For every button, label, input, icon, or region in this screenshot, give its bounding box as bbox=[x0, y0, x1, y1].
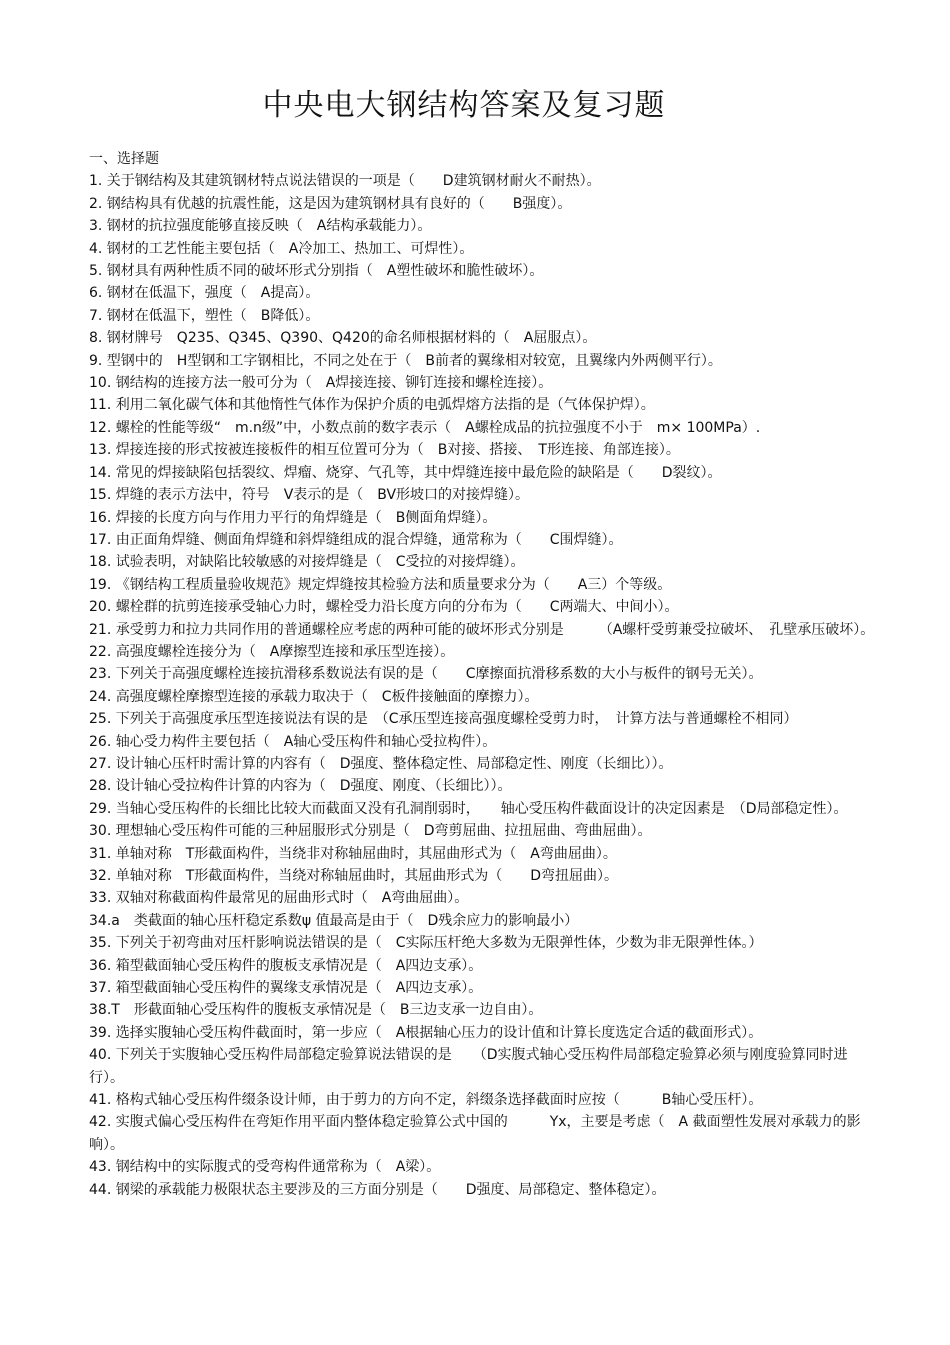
question-item: 28. 设计轴心受拉构件计算的内容为（ D强度、刚度、（长细比））。 bbox=[89, 778, 512, 795]
question-item: 31. 单轴对称 T形截面构件，当绕非对称轴屈曲时，其屈曲形式为（ A弯曲屈曲）。 bbox=[89, 845, 617, 862]
question-item: 14. 常见的焊接缺陷包括裂纹、焊瘤、烧穿、气孔等，其中焊缝连接中最危险的缺陷是（ D裂纹）。 bbox=[89, 464, 722, 481]
question-item: 23. 下列关于高强度螺栓连接抗滑移系数说法有误的是（ C摩擦面抗滑移系数的大小与板件的钢号无关）。 bbox=[89, 666, 763, 683]
question-item: 37. 箱型截面轴心受压构件的翼缘支承情况是（ A四边支承）。 bbox=[89, 980, 483, 997]
question-item: 22. 高强度螺栓连接分为（ A摩擦型连接和承压型连接）。 bbox=[89, 643, 455, 660]
question-item: 1. 关于钢结构及其建筑钢材特点说法错误的一项是（ D建筑钢材耐火不耐热）。 bbox=[89, 173, 601, 190]
question-item: 9. 型钢中的 H型钢和工字钢相比，不同之处在于（ B前者的翼缘相对较宽，且翼缘内外两侧平行）。 bbox=[89, 352, 722, 369]
question-item: 19. 《钢结构工程质量验收规范》规定焊缝按其检验方法和质量要求分为（ A三）个等级。 bbox=[89, 576, 672, 593]
question-item: 35. 下列关于初弯曲对压杆影响说法错误的是（ C实际压杆绝大多数为无限弹性体，少数为非无限弹性体。） bbox=[89, 935, 763, 952]
question-item: 18. 试验表明，对缺陷比较敏感的对接焊缝是（ C受拉的对接焊缝）。 bbox=[89, 554, 525, 571]
question-item: 15. 焊缝的表示方法中，符号 V表示的是（ BV形坡口的对接焊缝）。 bbox=[89, 487, 530, 504]
question-item: 33. 双轴对称截面构件最常见的屈曲形式时（ A弯曲屈曲）。 bbox=[89, 890, 469, 907]
question-item: 16. 焊接的长度方向与作用力平行的角焊缝是（ B侧面角焊缝）。 bbox=[89, 509, 497, 526]
question-item: 29. 当轴心受压构件的长细比比较大而截面又没有孔洞削弱时， 轴心受压构件截面设计的决定因素是 （D局部稳定性）。 bbox=[89, 800, 848, 817]
question-item: 12. 螺栓的性能等级“ m.n级”中，小数点前的数字表示（ A螺栓成品的抗拉强度不小于 m× 100MPa）. bbox=[89, 419, 761, 436]
document-title: 中央电大钢结构答案及复习题 bbox=[262, 88, 666, 123]
question-item: 38.T 形截面轴心受压构件的腹板支承情况是（ B三边支承一边自由）。 bbox=[89, 1002, 543, 1019]
question-item: 27. 设计轴心压杆时需计算的内容有（ D强度、整体稳定性、局部稳定性、刚度（长细比））。 bbox=[89, 755, 673, 772]
question-item: 39. 选择实腹轴心受压构件截面时，第一步应（ A根据轴心压力的设计值和计算长度选定合适的截面形式）。 bbox=[89, 1024, 763, 1041]
question-item: 34.a 类截面的轴心压杆稳定系数ψ 值最高是由于（ D残余应力的影响最小） bbox=[89, 912, 579, 929]
section-heading: 一、选择题 bbox=[89, 151, 159, 167]
question-item: 2. 钢结构具有优越的抗震性能，这是因为建筑钢材具有良好的（ B强度）。 bbox=[89, 195, 572, 212]
question-item: 10. 钢结构的连接方法一般可分为（ A焊接连接、铆钉连接和螺栓连接）。 bbox=[89, 375, 553, 392]
question-item: 24. 高强度螺栓摩擦型连接的承载力取决于（ C板件接触面的摩擦力）。 bbox=[89, 688, 539, 705]
question-item: 42. 实腹式偏心受压构件在弯矩作用平面内整体稳定验算公式中国的 Yx，主要是考虑（ A 截面塑性发展对承载力的影响）。 bbox=[89, 1114, 861, 1153]
question-item: 8. 钢材牌号 Q235、Q345、Q390、Q420的命名师根据材料的（ A屈服点）。 bbox=[89, 330, 597, 347]
question-item: 11. 利用二氧化碳气体和其他惰性气体作为保护介质的电弧焊熔方法指的是（气体保护焊）。 bbox=[89, 397, 655, 414]
question-item: 6. 钢材在低温下，强度（ A提高）。 bbox=[89, 285, 320, 302]
question-item: 36. 箱型截面轴心受压构件的腹板支承情况是（ A四边支承）。 bbox=[89, 957, 483, 974]
question-item: 4. 钢材的工艺性能主要包括（ A冷加工、热加工、可焊性）。 bbox=[89, 240, 474, 257]
question-item: 17. 由正面角焊缝、侧面角焊缝和斜焊缝组成的混合焊缝，通常称为（ C围焊缝）。 bbox=[89, 531, 623, 548]
question-item: 43. 钢结构中的实际腹式的受弯构件通常称为（ A梁）。 bbox=[89, 1159, 441, 1176]
question-item: 5. 钢材具有两种性质不同的破坏形式分别指（ A塑性破坏和脆性破坏）。 bbox=[89, 263, 544, 280]
question-list bbox=[89, 148, 879, 1201]
question-item: 30. 理想轴心受压构件可能的三种屈服形式分别是（ D弯剪屈曲、拉扭屈曲、弯曲屈曲）。 bbox=[89, 823, 652, 840]
question-item: 44. 钢梁的承载能力极限状态主要涉及的三方面分别是（ D强度、局部稳定、整体稳定）。 bbox=[89, 1181, 666, 1198]
question-item: 40. 下列关于实腹轴心受压构件局部稳定验算说法错误的是 （D实腹式轴心受压构件局部稳定验算必须与刚度验算同时进行）。 bbox=[89, 1047, 848, 1086]
question-item: 20. 螺栓群的抗剪连接承受轴心力时，螺栓受力沿长度方向的分布为（ C两端大、中间小）。 bbox=[89, 599, 679, 616]
question-item: 41. 格构式轴心受压构件缀条设计师，由于剪力的方向不定，斜缀条选择截面时应按（ B轴心受压杆）。 bbox=[89, 1092, 763, 1109]
question-item: 32. 单轴对称 T形截面构件，当绕对称轴屈曲时，其屈曲形式为（ D弯扭屈曲）。 bbox=[89, 868, 619, 884]
question-item: 21. 承受剪力和拉力共同作用的普通螺栓应考虑的两种可能的破坏形式分别是 （A螺杆受剪兼受拉破坏、 孔壁承压破坏）。 bbox=[89, 621, 875, 638]
question-item: 7. 钢材在低温下，塑性（ B降低）。 bbox=[89, 307, 320, 324]
question-item: 13. 焊接连接的形式按被连接板件的相互位置可分为（ B对接、搭接、 T形连接、角部连接）。 bbox=[89, 442, 680, 459]
question-item: 3. 钢材的抗拉强度能够直接反映（ A结构承载能力）。 bbox=[89, 218, 432, 235]
question-item: 25. 下列关于高强度承压型连接说法有误的是 （C承压型连接高强度螺栓受剪力时， 计算方法与普通螺栓不相同） bbox=[89, 711, 798, 728]
question-item: 26. 轴心受力构件主要包括（ A轴心受压构件和轴心受拉构件）。 bbox=[89, 733, 497, 750]
